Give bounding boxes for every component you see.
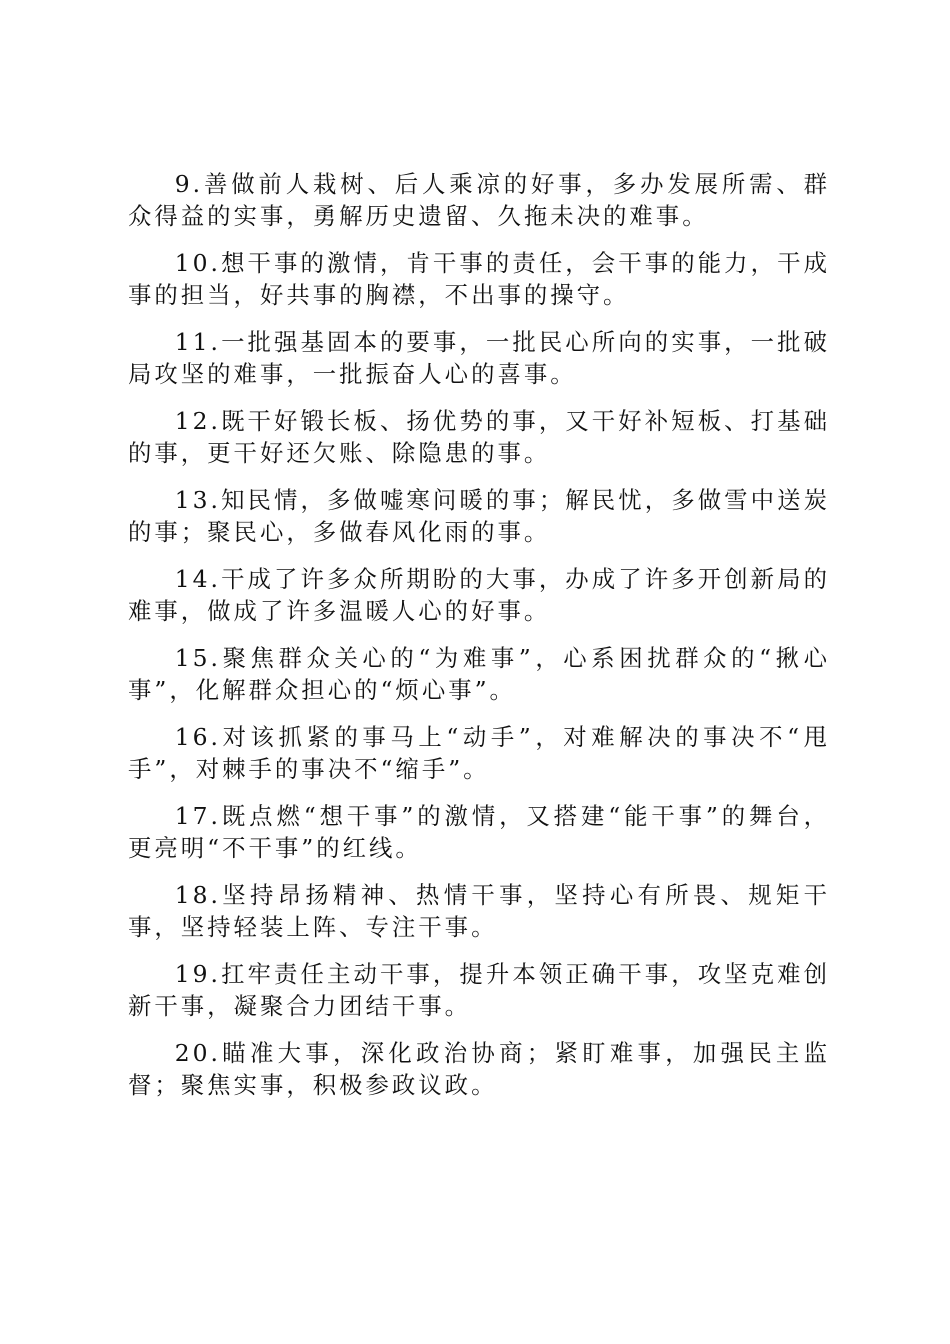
list-item: 20.瞄准大事，深化政治协商；紧盯难事，加强民主监督；聚焦实事，积极参政议政。 (128, 1039, 830, 1099)
list-item: 11.一批强基固本的要事，一批民心所向的实事，一批破局攻坚的难事，一批振奋人心的喜事。 (128, 328, 830, 388)
document-page (128, 168, 830, 1116)
list-item: 10.想干事的激情，肯干事的责任，会干事的能力，干成事的担当，好共事的胸襟，不出事的操守。 (128, 249, 830, 309)
list-item: 13.知民情，多做嘘寒问暖的事；解民忧，多做雪中送炭的事；聚民心，多做春风化雨的事。 (128, 486, 830, 546)
list-item: 17.既点燃“想干事”的激情，又搭建“能干事”的舞台，更亮明“不干事”的红线。 (128, 802, 830, 862)
list-item: 15.聚焦群众关心的“为难事”，心系困扰群众的“揪心事”，化解群众担心的“烦心事”。 (128, 644, 830, 704)
list-item: 14.干成了许多众所期盼的大事，办成了许多开创新局的难事，做成了许多温暖人心的好事。 (128, 565, 830, 625)
list-item: 9.善做前人栽树、后人乘凉的好事，多办发展所需、群众得益的实事，勇解历史遗留、久拖未决的难事。 (128, 170, 830, 230)
list-item: 16.对该抓紧的事马上“动手”，对难解决的事决不“甩手”，对棘手的事决不“缩手”。 (128, 723, 830, 783)
list-item: 12.既干好锻长板、扬优势的事，又干好补短板、打基础的事，更干好还欠账、除隐患的事。 (128, 407, 830, 467)
list-item: 18.坚持昂扬精神、热情干事，坚持心有所畏、规矩干事，坚持轻装上阵、专注干事。 (128, 881, 830, 941)
list-item: 19.扛牢责任主动干事，提升本领正确干事，攻坚克难创新干事，凝聚合力团结干事。 (128, 960, 830, 1020)
